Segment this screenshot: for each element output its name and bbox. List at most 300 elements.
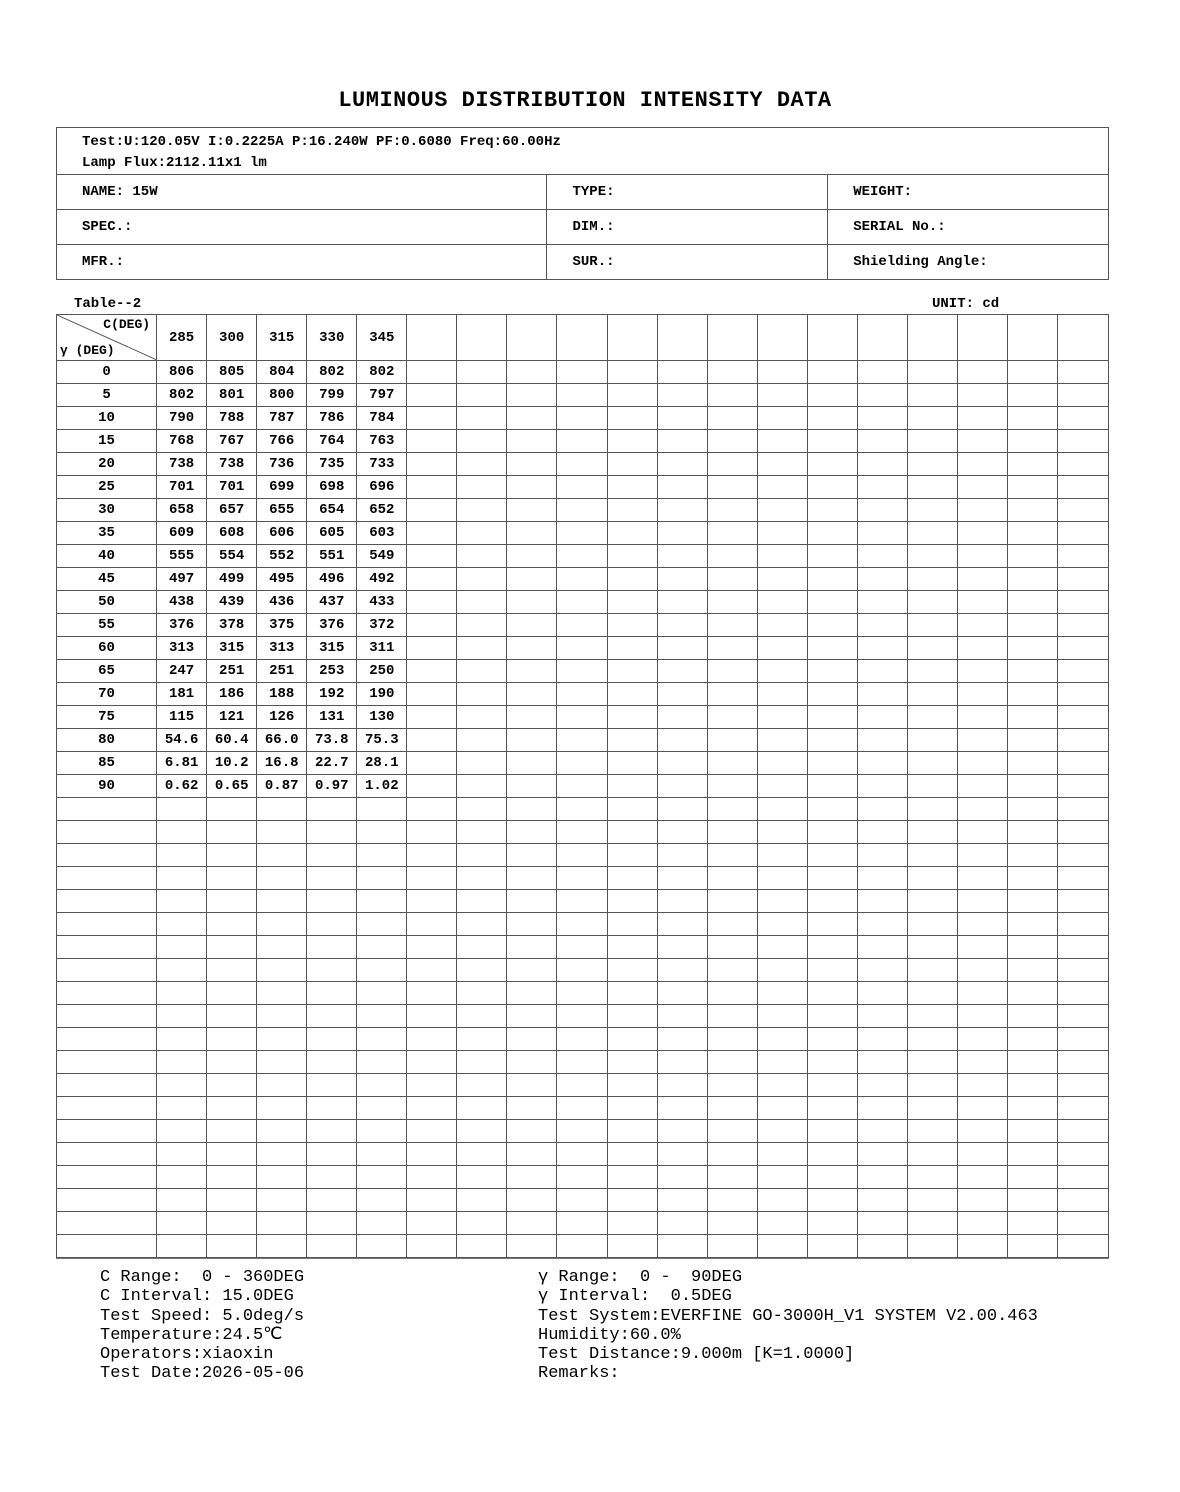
intensity-cell bbox=[257, 844, 307, 867]
intensity-cell bbox=[907, 430, 957, 453]
table-row bbox=[57, 591, 1109, 614]
intensity-cell bbox=[257, 1074, 307, 1097]
intensity-cell bbox=[407, 1120, 457, 1143]
intensity-cell bbox=[457, 1235, 507, 1258]
intensity-cell: 802 bbox=[357, 361, 407, 384]
intensity-cell bbox=[257, 959, 307, 982]
intensity-cell bbox=[557, 476, 607, 499]
intensity-cell bbox=[1057, 499, 1108, 522]
weight-field: WEIGHT: bbox=[828, 175, 1109, 210]
intensity-cell bbox=[407, 1097, 457, 1120]
intensity-cell bbox=[457, 1051, 507, 1074]
intensity-cell bbox=[607, 660, 657, 683]
footer-right-info bbox=[538, 1268, 1038, 1384]
intensity-cell bbox=[607, 591, 657, 614]
table-row bbox=[57, 1235, 1109, 1258]
intensity-cell bbox=[357, 1028, 407, 1051]
intensity-cell bbox=[807, 752, 857, 775]
intensity-cell bbox=[1007, 844, 1057, 867]
spec-field: SPEC.: bbox=[57, 210, 547, 245]
intensity-cell bbox=[457, 1028, 507, 1051]
intensity-cell bbox=[1057, 407, 1108, 430]
footer-right-line: Humidity:60.0% bbox=[538, 1325, 681, 1345]
intensity-cell bbox=[707, 1212, 757, 1235]
intensity-cell bbox=[657, 430, 707, 453]
intensity-cell: 313 bbox=[157, 637, 207, 660]
intensity-cell bbox=[457, 1189, 507, 1212]
gamma-cell: 10 bbox=[57, 407, 157, 430]
intensity-cell bbox=[357, 1120, 407, 1143]
intensity-cell bbox=[207, 1120, 257, 1143]
intensity-cell bbox=[707, 545, 757, 568]
intensity-cell bbox=[507, 1120, 557, 1143]
table-row bbox=[57, 706, 1109, 729]
intensity-cell bbox=[1057, 1028, 1108, 1051]
intensity-cell bbox=[607, 706, 657, 729]
intensity-cell bbox=[407, 614, 457, 637]
intensity-cell: 655 bbox=[257, 499, 307, 522]
intensity-cell: 66.0 bbox=[257, 729, 307, 752]
intensity-cell bbox=[657, 1120, 707, 1143]
intensity-cell bbox=[757, 522, 807, 545]
table-row bbox=[57, 821, 1109, 844]
intensity-cell bbox=[457, 545, 507, 568]
intensity-cell bbox=[407, 729, 457, 752]
intensity-cell bbox=[957, 683, 1007, 706]
intensity-cell bbox=[557, 1212, 607, 1235]
intensity-cell bbox=[507, 982, 557, 1005]
intensity-cell bbox=[557, 982, 607, 1005]
intensity-cell bbox=[407, 683, 457, 706]
intensity-cell bbox=[457, 890, 507, 913]
intensity-cell bbox=[807, 476, 857, 499]
intensity-cell bbox=[1057, 430, 1108, 453]
intensity-cell bbox=[507, 453, 557, 476]
intensity-cell bbox=[257, 1143, 307, 1166]
intensity-cell bbox=[957, 752, 1007, 775]
intensity-cell bbox=[557, 1074, 607, 1097]
c-angle-header: 330 bbox=[307, 315, 357, 361]
intensity-cell bbox=[457, 407, 507, 430]
intensity-cell: 492 bbox=[357, 568, 407, 591]
intensity-cell bbox=[857, 913, 907, 936]
footer-right-line: γ Interval: 0.5DEG bbox=[538, 1287, 732, 1307]
intensity-cell bbox=[657, 752, 707, 775]
intensity-cell bbox=[407, 913, 457, 936]
intensity-cell bbox=[157, 798, 207, 821]
intensity-cell bbox=[857, 614, 907, 637]
intensity-cell: 130 bbox=[357, 706, 407, 729]
intensity-cell bbox=[707, 499, 757, 522]
intensity-cell bbox=[407, 453, 457, 476]
intensity-cell bbox=[307, 1143, 357, 1166]
intensity-cell bbox=[407, 1235, 457, 1258]
c-angle-header bbox=[757, 315, 807, 361]
intensity-cell bbox=[957, 614, 1007, 637]
intensity-cell bbox=[557, 890, 607, 913]
intensity-cell bbox=[407, 1189, 457, 1212]
intensity-cell: 433 bbox=[357, 591, 407, 614]
intensity-cell bbox=[907, 844, 957, 867]
intensity-cell bbox=[557, 614, 607, 637]
gamma-cell bbox=[57, 1120, 157, 1143]
intensity-cell bbox=[707, 1143, 757, 1166]
intensity-cell bbox=[357, 890, 407, 913]
intensity-cell bbox=[507, 1051, 557, 1074]
intensity-cell bbox=[757, 660, 807, 683]
intensity-cell bbox=[857, 545, 907, 568]
c-angle-header bbox=[407, 315, 457, 361]
intensity-cell bbox=[857, 1097, 907, 1120]
intensity-cell bbox=[907, 1074, 957, 1097]
intensity-cell bbox=[857, 407, 907, 430]
intensity-cell: 251 bbox=[207, 660, 257, 683]
intensity-cell bbox=[257, 1189, 307, 1212]
intensity-cell bbox=[307, 913, 357, 936]
intensity-cell bbox=[607, 1097, 657, 1120]
intensity-cell bbox=[1007, 1120, 1057, 1143]
intensity-cell bbox=[1057, 798, 1108, 821]
intensity-cell bbox=[807, 683, 857, 706]
intensity-cell bbox=[557, 1051, 607, 1074]
intensity-cell bbox=[207, 959, 257, 982]
intensity-cell bbox=[757, 729, 807, 752]
intensity-cell bbox=[457, 476, 507, 499]
table-row bbox=[57, 844, 1109, 867]
intensity-cell bbox=[607, 1120, 657, 1143]
intensity-cell bbox=[707, 706, 757, 729]
intensity-cell bbox=[907, 982, 957, 1005]
intensity-cell bbox=[257, 821, 307, 844]
table-row bbox=[57, 936, 1109, 959]
intensity-cell bbox=[157, 1051, 207, 1074]
intensity-cell bbox=[907, 637, 957, 660]
intensity-cell bbox=[357, 1212, 407, 1235]
intensity-cell bbox=[707, 361, 757, 384]
intensity-cell: 805 bbox=[207, 361, 257, 384]
table-row bbox=[57, 1097, 1109, 1120]
intensity-cell bbox=[457, 522, 507, 545]
intensity-cell bbox=[1007, 430, 1057, 453]
intensity-cell bbox=[907, 775, 957, 798]
intensity-cell: 73.8 bbox=[307, 729, 357, 752]
intensity-cell bbox=[1057, 982, 1108, 1005]
footer-right-line: Test Distance:9.000m [K=1.0000] bbox=[538, 1345, 855, 1365]
intensity-cell bbox=[1057, 453, 1108, 476]
table-row bbox=[57, 798, 1109, 821]
intensity-cell bbox=[707, 453, 757, 476]
intensity-cell bbox=[807, 407, 857, 430]
intensity-cell bbox=[157, 982, 207, 1005]
intensity-cell bbox=[957, 729, 1007, 752]
intensity-cell bbox=[707, 1166, 757, 1189]
intensity-cell bbox=[557, 913, 607, 936]
intensity-cell bbox=[457, 1143, 507, 1166]
table-row bbox=[57, 1074, 1109, 1097]
gamma-cell bbox=[57, 959, 157, 982]
intensity-cell bbox=[757, 1120, 807, 1143]
intensity-cell bbox=[457, 1212, 507, 1235]
intensity-cell bbox=[1007, 1189, 1057, 1212]
intensity-cell bbox=[507, 867, 557, 890]
intensity-cell bbox=[607, 614, 657, 637]
intensity-cell bbox=[307, 1074, 357, 1097]
intensity-cell bbox=[257, 1028, 307, 1051]
intensity-cell bbox=[507, 1235, 557, 1258]
intensity-cell bbox=[707, 913, 757, 936]
intensity-cell: 192 bbox=[307, 683, 357, 706]
intensity-cell bbox=[807, 453, 857, 476]
intensity-cell bbox=[1057, 660, 1108, 683]
intensity-cell: 0.65 bbox=[207, 775, 257, 798]
gamma-cell bbox=[57, 936, 157, 959]
intensity-cell bbox=[657, 522, 707, 545]
intensity-cell bbox=[857, 384, 907, 407]
intensity-cell bbox=[857, 752, 907, 775]
intensity-cell bbox=[657, 637, 707, 660]
intensity-cell bbox=[557, 1235, 607, 1258]
intensity-cell bbox=[207, 913, 257, 936]
intensity-cell bbox=[1057, 844, 1108, 867]
intensity-cell bbox=[407, 1051, 457, 1074]
intensity-cell bbox=[607, 936, 657, 959]
intensity-cell bbox=[357, 959, 407, 982]
intensity-cell bbox=[407, 361, 457, 384]
intensity-cell bbox=[207, 1143, 257, 1166]
intensity-cell bbox=[607, 1028, 657, 1051]
table-row bbox=[57, 568, 1109, 591]
intensity-cell bbox=[1007, 407, 1057, 430]
table-row bbox=[57, 407, 1109, 430]
intensity-cell bbox=[157, 1189, 207, 1212]
intensity-cell bbox=[907, 660, 957, 683]
gamma-cell bbox=[57, 1235, 157, 1258]
corner-header bbox=[57, 315, 157, 361]
table-row bbox=[57, 430, 1109, 453]
intensity-cell bbox=[1057, 522, 1108, 545]
intensity-cell bbox=[457, 821, 507, 844]
intensity-cell bbox=[957, 1189, 1007, 1212]
intensity-cell bbox=[757, 867, 807, 890]
footer-left-info bbox=[100, 1268, 304, 1384]
intensity-cell bbox=[957, 568, 1007, 591]
intensity-cell bbox=[807, 844, 857, 867]
intensity-cell bbox=[507, 1189, 557, 1212]
intensity-cell bbox=[257, 913, 307, 936]
c-angle-header bbox=[957, 315, 1007, 361]
intensity-cell bbox=[1007, 1166, 1057, 1189]
intensity-cell bbox=[957, 775, 1007, 798]
intensity-cell bbox=[157, 1005, 207, 1028]
intensity-cell bbox=[757, 683, 807, 706]
gamma-cell bbox=[57, 1028, 157, 1051]
intensity-cell bbox=[157, 936, 207, 959]
intensity-cell: 181 bbox=[157, 683, 207, 706]
intensity-cell bbox=[907, 361, 957, 384]
intensity-cell bbox=[807, 890, 857, 913]
intensity-cell bbox=[1007, 1005, 1057, 1028]
intensity-cell bbox=[857, 729, 907, 752]
intensity-cell bbox=[807, 522, 857, 545]
intensity-cell bbox=[407, 499, 457, 522]
gamma-cell bbox=[57, 890, 157, 913]
gamma-cell: 35 bbox=[57, 522, 157, 545]
intensity-cell: 10.2 bbox=[207, 752, 257, 775]
intensity-cell bbox=[307, 982, 357, 1005]
gamma-cell bbox=[57, 982, 157, 1005]
intensity-cell bbox=[1007, 1051, 1057, 1074]
intensity-cell: 22.7 bbox=[307, 752, 357, 775]
intensity-cell bbox=[857, 591, 907, 614]
intensity-cell: 784 bbox=[357, 407, 407, 430]
intensity-cell bbox=[257, 1120, 307, 1143]
intensity-cell: 801 bbox=[207, 384, 257, 407]
intensity-cell bbox=[957, 637, 1007, 660]
c-angle-header bbox=[457, 315, 507, 361]
intensity-cell bbox=[207, 1189, 257, 1212]
intensity-cell bbox=[807, 775, 857, 798]
intensity-cell bbox=[807, 545, 857, 568]
table-row bbox=[57, 361, 1109, 384]
intensity-cell bbox=[407, 936, 457, 959]
intensity-cell bbox=[157, 844, 207, 867]
intensity-cell bbox=[457, 1074, 507, 1097]
intensity-cell: 799 bbox=[307, 384, 357, 407]
intensity-cell bbox=[957, 1074, 1007, 1097]
intensity-cell bbox=[807, 568, 857, 591]
intensity-cell bbox=[557, 637, 607, 660]
intensity-cell bbox=[307, 936, 357, 959]
intensity-cell bbox=[857, 522, 907, 545]
intensity-cell bbox=[457, 729, 507, 752]
intensity-cell bbox=[507, 706, 557, 729]
intensity-cell bbox=[407, 821, 457, 844]
intensity-cell bbox=[957, 1235, 1007, 1258]
intensity-cell bbox=[1057, 476, 1108, 499]
intensity-cell bbox=[407, 982, 457, 1005]
intensity-cell bbox=[857, 1120, 907, 1143]
intensity-cell bbox=[557, 1028, 607, 1051]
intensity-cell bbox=[507, 407, 557, 430]
table-row bbox=[57, 499, 1109, 522]
intensity-cell bbox=[1057, 729, 1108, 752]
intensity-cell bbox=[907, 522, 957, 545]
intensity-cell: 376 bbox=[157, 614, 207, 637]
intensity-cell bbox=[307, 1097, 357, 1120]
intensity-cell bbox=[257, 936, 307, 959]
table-row bbox=[57, 1189, 1109, 1212]
intensity-cell bbox=[1057, 568, 1108, 591]
intensity-cell bbox=[507, 522, 557, 545]
intensity-cell bbox=[207, 1235, 257, 1258]
intensity-cell bbox=[757, 1074, 807, 1097]
intensity-cell bbox=[557, 591, 607, 614]
intensity-cell bbox=[757, 706, 807, 729]
intensity-cell bbox=[757, 614, 807, 637]
table-row bbox=[57, 637, 1109, 660]
intensity-cell bbox=[1007, 660, 1057, 683]
c-angle-header bbox=[707, 315, 757, 361]
intensity-cell bbox=[907, 798, 957, 821]
intensity-cell bbox=[857, 936, 907, 959]
intensity-cell bbox=[407, 867, 457, 890]
intensity-cell bbox=[557, 1005, 607, 1028]
intensity-cell bbox=[707, 982, 757, 1005]
intensity-cell bbox=[507, 798, 557, 821]
intensity-cell bbox=[207, 844, 257, 867]
intensity-cell bbox=[707, 637, 757, 660]
intensity-cell bbox=[807, 1143, 857, 1166]
intensity-cell bbox=[507, 1005, 557, 1028]
intensity-cell bbox=[607, 821, 657, 844]
footer-left-line: C Interval: 15.0DEG bbox=[100, 1287, 294, 1307]
intensity-cell bbox=[507, 729, 557, 752]
intensity-cell bbox=[707, 1235, 757, 1258]
intensity-cell bbox=[957, 1051, 1007, 1074]
intensity-cell bbox=[157, 1120, 207, 1143]
intensity-cell bbox=[857, 1143, 907, 1166]
intensity-cell bbox=[1007, 729, 1057, 752]
intensity-cell bbox=[657, 1028, 707, 1051]
test-line: Test:U:120.05V I:0.2225A P:16.240W PF:0.6080 Freq:60.00Hz bbox=[82, 134, 561, 150]
intensity-cell bbox=[707, 936, 757, 959]
intensity-cell bbox=[457, 936, 507, 959]
intensity-cell bbox=[457, 1166, 507, 1189]
intensity-cell bbox=[807, 729, 857, 752]
intensity-cell: 786 bbox=[307, 407, 357, 430]
gamma-cell bbox=[57, 1189, 157, 1212]
intensity-cell: 439 bbox=[207, 591, 257, 614]
intensity-cell: 375 bbox=[257, 614, 307, 637]
intensity-cell bbox=[357, 982, 407, 1005]
intensity-cell: 315 bbox=[307, 637, 357, 660]
intensity-cell bbox=[807, 499, 857, 522]
intensity-cell bbox=[657, 683, 707, 706]
intensity-cell bbox=[707, 430, 757, 453]
intensity-cell: 609 bbox=[157, 522, 207, 545]
intensity-cell bbox=[157, 1074, 207, 1097]
intensity-cell bbox=[907, 1028, 957, 1051]
gamma-cell bbox=[57, 798, 157, 821]
intensity-cell bbox=[407, 798, 457, 821]
intensity-cell bbox=[707, 614, 757, 637]
mfr-field: MFR.: bbox=[57, 245, 547, 280]
intensity-cell bbox=[907, 706, 957, 729]
intensity-cell bbox=[1057, 1189, 1108, 1212]
gamma-cell bbox=[57, 1143, 157, 1166]
intensity-cell bbox=[657, 844, 707, 867]
intensity-cell bbox=[907, 1166, 957, 1189]
intensity-cell bbox=[1057, 614, 1108, 637]
intensity-cell bbox=[507, 568, 557, 591]
intensity-cell bbox=[307, 867, 357, 890]
intensity-cell bbox=[557, 660, 607, 683]
table-row bbox=[57, 1028, 1109, 1051]
intensity-cell bbox=[657, 1212, 707, 1235]
intensity-cell bbox=[607, 361, 657, 384]
table-row bbox=[57, 867, 1109, 890]
intensity-cell bbox=[1007, 637, 1057, 660]
intensity-cell bbox=[607, 384, 657, 407]
intensity-cell: 654 bbox=[307, 499, 357, 522]
intensity-cell bbox=[907, 936, 957, 959]
intensity-cell: 699 bbox=[257, 476, 307, 499]
intensity-cell bbox=[557, 1166, 607, 1189]
intensity-cell bbox=[307, 798, 357, 821]
intensity-cell bbox=[907, 1189, 957, 1212]
intensity-cell bbox=[607, 476, 657, 499]
intensity-cell bbox=[607, 499, 657, 522]
